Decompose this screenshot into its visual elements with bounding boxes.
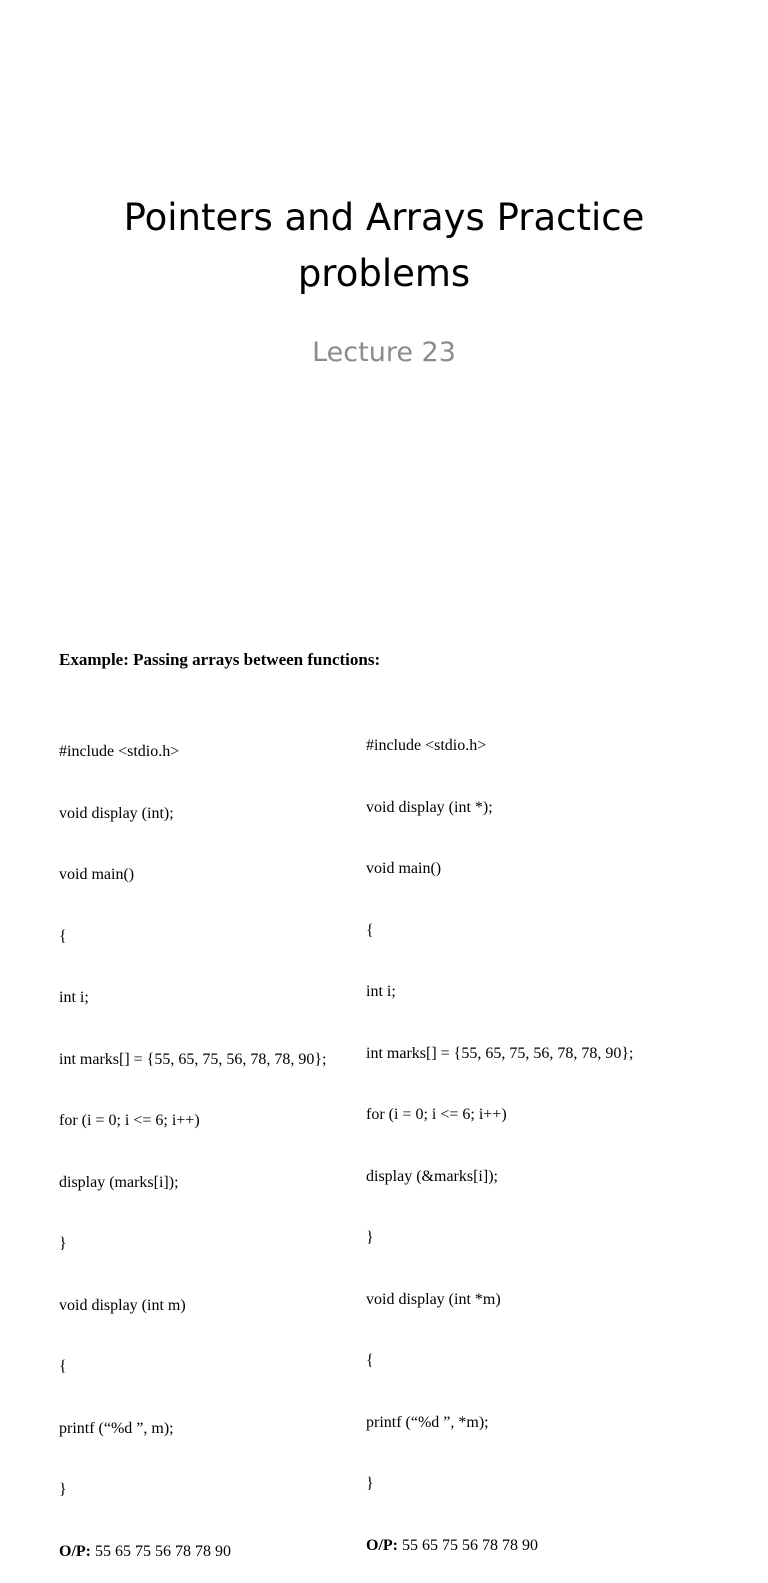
slide-subtitle: Lecture 23 [312, 337, 456, 368]
code-line: int i; [366, 983, 396, 1000]
code-block-left [59, 701, 326, 1583]
code-line: void display (int *); [366, 798, 493, 816]
code-line: #include <stdio.h> [59, 743, 180, 760]
code-line: void display (int *m) [366, 1290, 501, 1308]
output-label: O/P: [366, 1536, 398, 1554]
code-line: printf (“%d ”, m); [59, 1419, 174, 1437]
code-line: { [59, 927, 67, 945]
code-line: int marks[] = {55, 65, 75, 56, 78, 78, 90}; [366, 1044, 634, 1062]
output-line-right [366, 1536, 633, 1557]
slide-title [0, 190, 768, 302]
example-heading: Example: Passing arrays between functions: [59, 650, 381, 669]
code-line: for (i = 0; i <= 6; i++) [366, 1106, 507, 1123]
code-line: #include <stdio.h> [366, 737, 487, 754]
code-block-right [366, 695, 633, 1577]
code-line: } [366, 1229, 374, 1246]
code-line: int i; [59, 989, 89, 1006]
code-line: } [366, 1475, 374, 1492]
code-line: } [59, 1235, 67, 1252]
code-line: for (i = 0; i <= 6; i++) [59, 1112, 200, 1129]
output-line-left [59, 1542, 326, 1563]
output-value: 55 65 75 56 78 78 90 [398, 1536, 538, 1554]
code-line: } [59, 1481, 67, 1498]
code-line: void main() [366, 860, 442, 877]
code-line: { [59, 1358, 67, 1375]
code-line: void main() [59, 866, 135, 883]
code-line: printf (“%d ”, *m); [366, 1413, 489, 1431]
code-line: void display (int m) [59, 1296, 186, 1314]
code-line: display (&marks[i]); [366, 1167, 498, 1185]
output-label: O/P: [59, 1542, 91, 1560]
code-line: { [366, 921, 374, 939]
code-line: { [366, 1352, 374, 1369]
slide-title-line-2: problems [297, 252, 471, 295]
code-line: int marks[] = {55, 65, 75, 56, 78, 78, 90}; [59, 1050, 327, 1068]
slide-title-line-1: Pointers and Arrays Practice [123, 196, 645, 239]
output-value: 55 65 75 56 78 78 90 [91, 1542, 231, 1560]
code-line: display (marks[i]); [59, 1173, 179, 1191]
code-line: void display (int); [59, 804, 174, 822]
